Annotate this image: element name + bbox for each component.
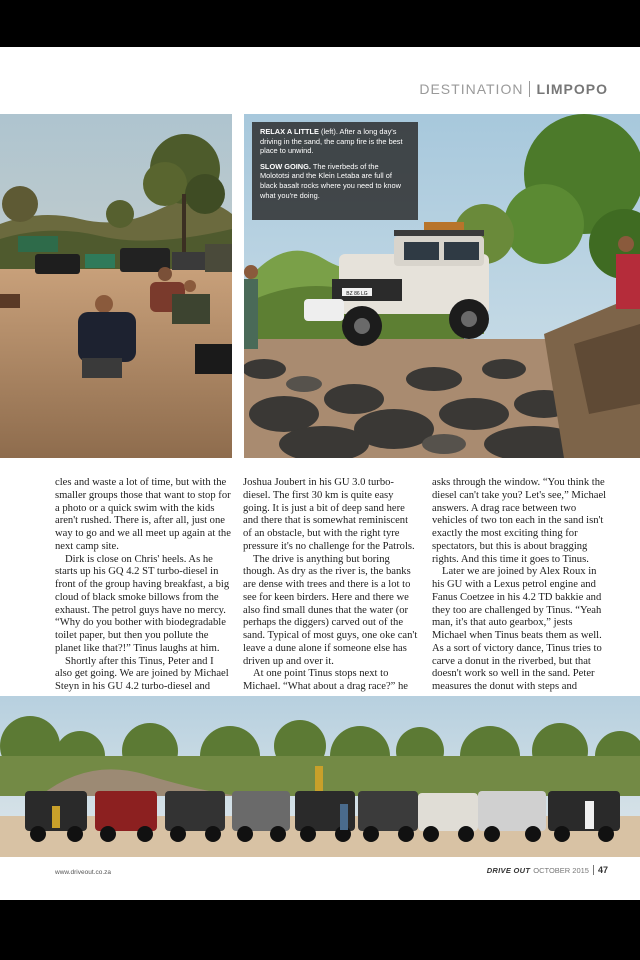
caption-slow-title: SLOW GOING.	[260, 161, 311, 171]
footer-brand: DRIVE OUT	[486, 866, 531, 875]
caption-slow-text: The riverbeds of the Molototsi and the Klein Letaba are full of black basalt rocks where you need to know what you're doing.	[260, 161, 401, 200]
paragraph: asks through the window. “You think the diesel can't take you? Let's see,” Michael answers. A drag race between two vehicles of two ton each in the sand isn't exactly the most exciting thing for spectators, but this is about bragging rights. And this time it goes to Tinus.	[432, 477, 607, 565]
caption-relax	[260, 127, 410, 156]
caption-relax-text: (left). After a long day's driving in the sand, the camp fire is the best place to unwind.	[260, 127, 403, 156]
number-plate: BZ 86 LG	[346, 291, 368, 297]
footer-website: www.driveout.co.za	[55, 869, 111, 876]
paragraph: Dirk is close on Chris' heels. As he starts up his GQ 4.2 ST turbo-diesel in front of the group having breakfast, a big cloud of black smoke billows from the exhaust. The petrol guys have no mercy. “Why do you bother with biodegradable toilet paper, but then you pollute the planet like that?!” Tinus laughs at him.	[55, 553, 230, 654]
camp-photo	[0, 114, 232, 458]
paragraph: Joshua Joubert in his GU 3.0 turbo-diesel. The first 30 km is quite easy going. It is just a bit of deep sand here and there that is somewhat reminiscent of an obstacle, but with the right tyre pressure it's no challenge for the Patrols.	[243, 477, 415, 552]
header-divider	[529, 81, 530, 97]
page-number: 47	[593, 865, 608, 875]
paragraph: Shortly after this Tinus, Peter and I also get going. We are joined by Michael Steyn in his GU 4.2 turbo-diesel and	[55, 655, 229, 692]
footer-folio	[487, 865, 608, 875]
paragraph: At one point Tinus stops next to Michael. “What about a drag race?” he	[243, 668, 408, 692]
section-label: DESTINATION	[419, 81, 524, 97]
caption-slow	[260, 162, 410, 200]
article-column-1	[55, 477, 231, 694]
vehicle-lineup-photo	[0, 696, 640, 857]
section-header	[419, 81, 608, 97]
article-column-2	[243, 477, 419, 694]
paragraph: Later we are joined by Alex Roux in his GU with a Lexus petrol engine and Fanus Coetzee in his 4.2 TD bakkie and they too are challenged by Tinus. “Yeah man, it's that auto gearbox,” jests Michael when Tinus beats them as well. As a sort of victory dance, Tinus tries to carve a donut in the riverbed, but that doesn't work so well in the sand. Peter measures the donut with steps and	[432, 566, 602, 692]
magazine-page	[0, 47, 640, 900]
caption-relax-title: RELAX A LITTLE	[260, 127, 319, 136]
footer-issue: OCTOBER 2015	[533, 866, 589, 875]
paragraph: The drive is anything but boring though. As dry as the river is, the banks are dense with trees and there is a lot to see for keen birders. Here and there we also find small dunes that the water (or perhaps the diggers) carved out of the sand. Typical of most guys, one oke can't leave a dune alone if someone else has driven up and over it.	[243, 553, 418, 667]
photo-caption	[252, 122, 418, 220]
paragraph: cles and waste a lot of time, but with the smaller groups those that want to stop for a photo or a quick swim with the kids aren't rushed. There is, after all, just one way to go and we all meet up again at the next camp site.	[55, 477, 231, 552]
article-column-3	[432, 477, 608, 694]
region-label: LIMPOPO	[536, 81, 608, 97]
